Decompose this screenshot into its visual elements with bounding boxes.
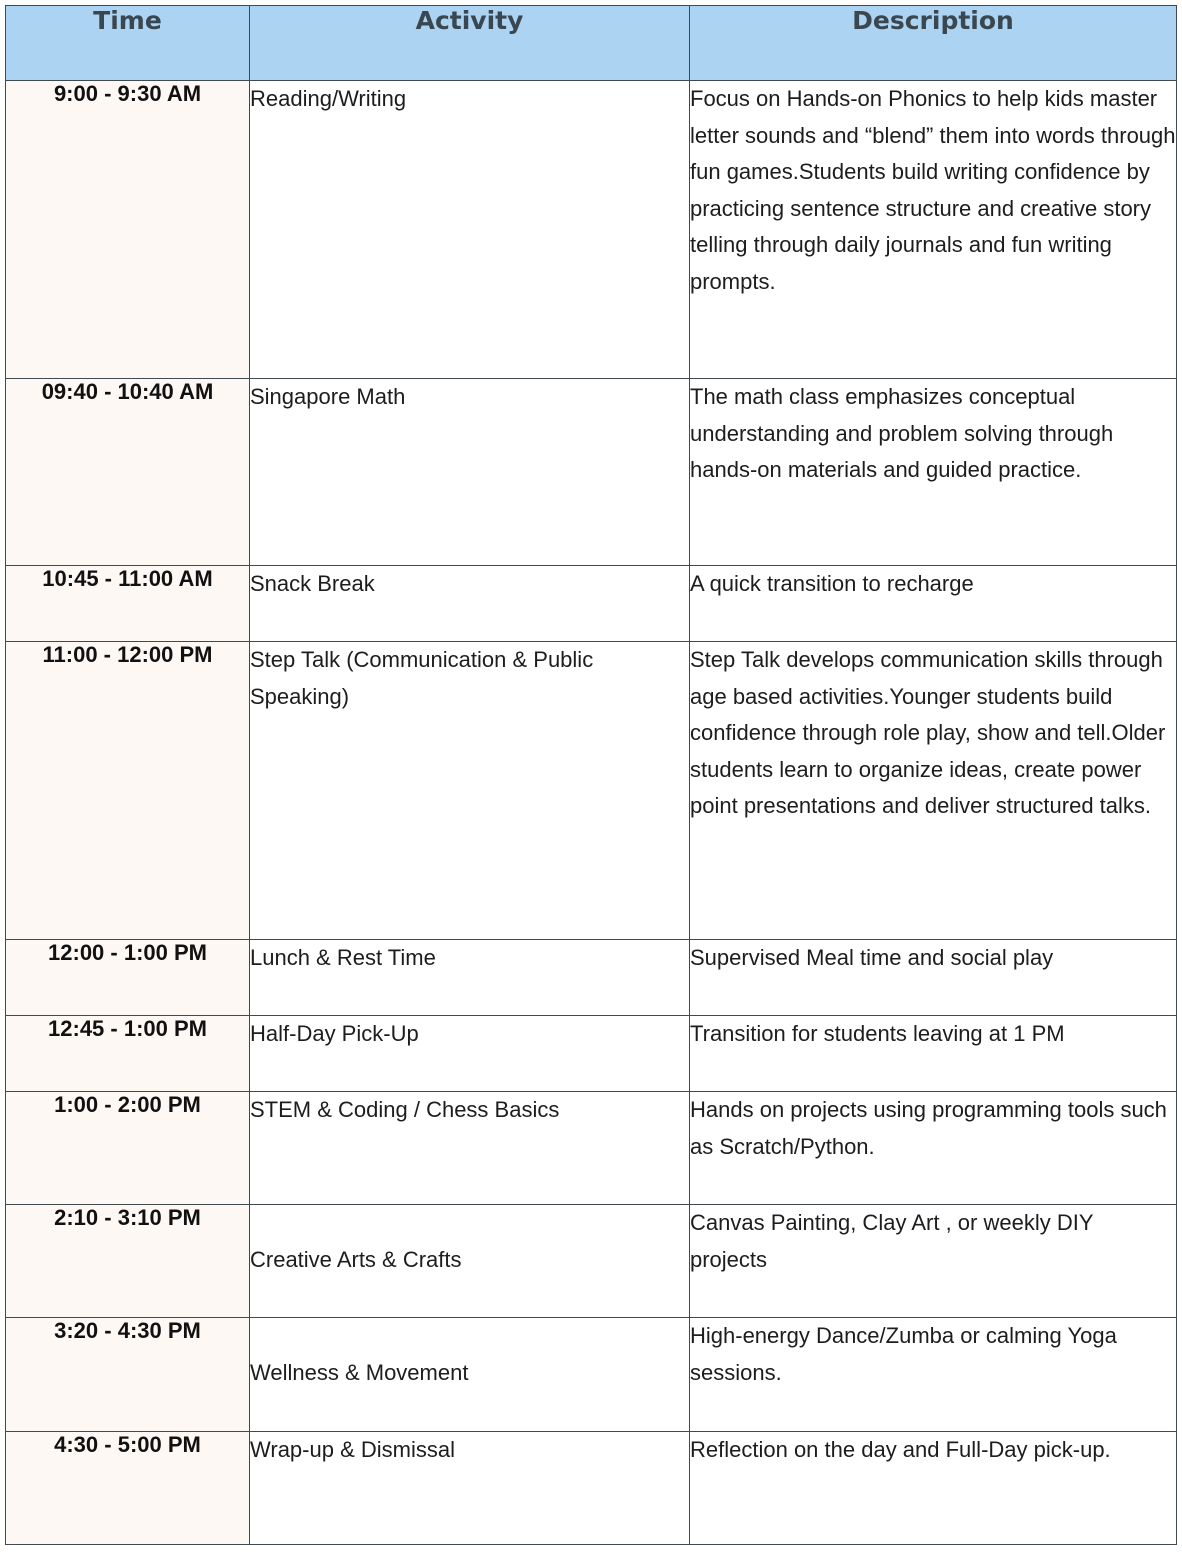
description-cell: Supervised Meal time and social play	[690, 940, 1177, 1016]
table-row	[6, 1016, 1177, 1092]
activity-cell: Wrap-up & Dismissal	[250, 1432, 690, 1545]
activity-cell: Lunch & Rest Time	[250, 940, 690, 1016]
table-row	[6, 642, 1177, 940]
time-cell: 1:00 - 2:00 PM	[6, 1092, 250, 1205]
activity-cell: Reading/Writing	[250, 81, 690, 379]
description-cell: A quick transition to recharge	[690, 566, 1177, 642]
description-cell: High-energy Dance/Zumba or calming Yoga sessions.	[690, 1318, 1177, 1432]
activity-cell: Step Talk (Communication & Public Speaking)	[250, 642, 690, 940]
activity-cell: STEM & Coding / Chess Basics	[250, 1092, 690, 1205]
table-body	[6, 81, 1177, 1545]
description-cell: Canvas Painting, Clay Art , or weekly DIY projects	[690, 1205, 1177, 1318]
header-row	[6, 6, 1177, 81]
description-cell: Transition for students leaving at 1 PM	[690, 1016, 1177, 1092]
time-cell: 10:45 - 11:00 AM	[6, 566, 250, 642]
time-cell: 09:40 - 10:40 AM	[6, 379, 250, 566]
schedule-table	[5, 5, 1177, 1545]
table-row	[6, 1092, 1177, 1205]
description-cell: Hands on projects using programming tools such as Scratch/Python.	[690, 1092, 1177, 1205]
header-time: Time	[6, 6, 250, 81]
header-activity: Activity	[250, 6, 690, 81]
header-description: Description	[690, 6, 1177, 81]
time-cell: 9:00 - 9:30 AM	[6, 81, 250, 379]
table-row	[6, 1318, 1177, 1432]
description-cell: Step Talk develops communication skills through age based activities.Younger students build confidence through role play, show and tell.Older students learn to organize ideas, create power point presentations and deliver structured talks.	[690, 642, 1177, 940]
table-row	[6, 940, 1177, 1016]
time-cell: 2:10 - 3:10 PM	[6, 1205, 250, 1318]
activity-cell: Singapore Math	[250, 379, 690, 566]
description-cell: The math class emphasizes conceptual understanding and problem solving through hands-on materials and guided practice.	[690, 379, 1177, 566]
description-cell: Focus on Hands-on Phonics to help kids master letter sounds and “blend” them into words through fun games.Students build writing confidence by practicing sentence structure and creative story telling through daily journals and fun writing prompts.	[690, 81, 1177, 379]
time-cell: 3:20 - 4:30 PM	[6, 1318, 250, 1432]
activity-cell: Half-Day Pick-Up	[250, 1016, 690, 1092]
description-cell: Reflection on the day and Full-Day pick-up.	[690, 1432, 1177, 1545]
table-row	[6, 379, 1177, 566]
activity-cell: Creative Arts & Crafts	[250, 1205, 690, 1318]
table-row	[6, 81, 1177, 379]
table-row	[6, 566, 1177, 642]
table-row	[6, 1205, 1177, 1318]
table-header	[6, 6, 1177, 81]
time-cell: 12:00 - 1:00 PM	[6, 940, 250, 1016]
time-cell: 12:45 - 1:00 PM	[6, 1016, 250, 1092]
activity-cell: Wellness & Movement	[250, 1318, 690, 1432]
activity-cell: Snack Break	[250, 566, 690, 642]
time-cell: 4:30 - 5:00 PM	[6, 1432, 250, 1545]
table-row	[6, 1432, 1177, 1545]
time-cell: 11:00 - 12:00 PM	[6, 642, 250, 940]
